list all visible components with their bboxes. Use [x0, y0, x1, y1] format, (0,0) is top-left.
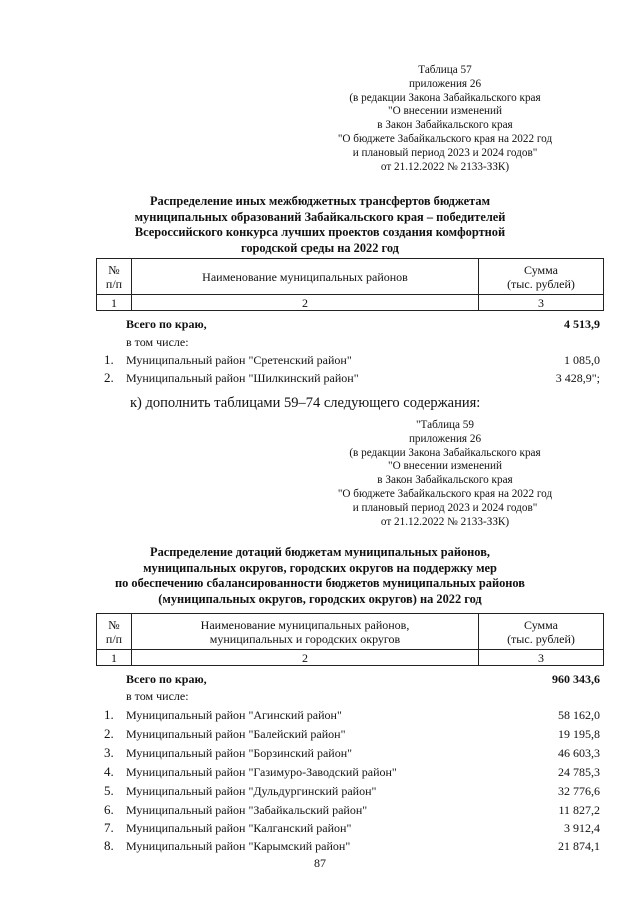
caption-line: "О бюджете Забайкальского края на 2022 год	[337, 132, 553, 145]
header-num-line: п/п	[105, 276, 123, 291]
header-name-cell	[132, 614, 479, 650]
table-row	[104, 370, 600, 386]
row-number: 6.	[104, 802, 114, 817]
row-value: 19 195,8	[558, 727, 600, 741]
including-row	[104, 334, 600, 350]
row-name: Муниципальный район "Дульдургинский район"	[126, 784, 377, 798]
total-value: 960 343,6	[552, 672, 600, 686]
caption-line: "О бюджете Забайкальского края на 2022 год	[337, 487, 553, 500]
header-name-line: Наименование муниципальных районов,	[200, 617, 410, 632]
row-name: Муниципальный район "Балейский район"	[126, 727, 346, 741]
title-line: Всероссийского конкурса лучших проектов создания комфортной	[134, 225, 506, 240]
header-num-line: п/п	[105, 631, 123, 646]
total-value: 4 513,9	[564, 317, 600, 331]
row-name: Муниципальный район "Борзинский район"	[126, 746, 353, 760]
total-label: Всего по краю,	[126, 672, 207, 686]
including-label: в том числе:	[126, 689, 189, 703]
table59-header	[96, 613, 604, 666]
header-num-cell	[97, 259, 132, 295]
total-row	[104, 316, 600, 332]
caption-line: (в редакции Закона Забайкальского края	[349, 446, 541, 459]
caption-line: "Таблица 59	[415, 419, 474, 431]
row-number: 3.	[104, 745, 114, 760]
header-index-cell: 3	[479, 650, 604, 666]
table59-caption	[300, 419, 590, 529]
header-sum-line: (тыс. рублей)	[507, 631, 575, 646]
caption-line: от 21.12.2022 № 2133-ЗЗК)	[380, 515, 510, 528]
row-name: Муниципальный район "Калганский район"	[126, 821, 352, 835]
header-sum-cell	[479, 614, 604, 650]
caption-line: в Закон Забайкальского края	[377, 474, 513, 487]
title-line: городской среды на 2022 год	[241, 240, 399, 255]
table-row	[104, 352, 600, 368]
table57-caption	[300, 64, 590, 174]
row-number: 2.	[104, 370, 114, 385]
header-sum-line: (тыс. рублей)	[507, 276, 575, 291]
total-label: Всего по краю,	[126, 317, 207, 331]
caption-line: и плановый период 2023 и 2024 годов"	[352, 146, 538, 159]
caption-line: приложения 26	[408, 77, 482, 90]
header-index-cell: 1	[97, 295, 132, 311]
caption-line: и плановый период 2023 и 2024 годов"	[352, 501, 538, 514]
title-line: муниципальных округов, городских округов на поддержку мер	[143, 560, 497, 575]
table-row	[104, 838, 600, 854]
row-name: Муниципальный район "Шилкинский район"	[126, 371, 359, 385]
header-index-cell: 3	[479, 295, 604, 311]
caption-line: "О внесении изменений	[388, 105, 502, 118]
title-line: Распределение дотаций бюджетам муниципальных районов,	[150, 545, 490, 559]
row-name: Муниципальный район "Забайкальский район"	[126, 803, 368, 817]
table57-title	[60, 194, 580, 256]
table-row	[104, 707, 600, 723]
caption-line: "О внесении изменений	[388, 460, 502, 473]
row-value: 21 874,1	[558, 839, 600, 853]
header-name-cell	[132, 259, 479, 295]
caption-line: Таблица 57	[418, 64, 472, 76]
row-number: 1.	[104, 707, 114, 722]
addition-text: к) дополнить таблицами 59–74 следующего содержания:	[130, 395, 481, 411]
table59-title	[60, 545, 580, 607]
table-row	[104, 745, 600, 761]
caption-line: (в редакции Закона Забайкальского края	[349, 91, 541, 104]
header-num-line: №	[108, 262, 120, 277]
row-value: 46 603,3	[558, 746, 600, 760]
row-name: Муниципальный район "Карымский район"	[126, 839, 351, 853]
row-number: 4.	[104, 764, 114, 779]
table-row	[104, 764, 600, 780]
row-value: 3 428,9";	[555, 371, 600, 385]
header-num-line: №	[108, 617, 120, 632]
header-sum-line: Сумма	[524, 617, 558, 632]
row-name: Муниципальный район "Сретенский район"	[126, 353, 352, 367]
caption-line: приложения 26	[408, 432, 482, 445]
page-number: 87	[314, 856, 326, 870]
title-line: (муниципальных округов, городских округов) на 2022 год	[158, 591, 482, 606]
header-index-cell: 2	[132, 650, 479, 666]
header-name-line: муниципальных и городских округов	[209, 631, 401, 646]
row-number: 5.	[104, 783, 114, 798]
including-row	[104, 688, 600, 704]
including-label: в том числе:	[126, 335, 189, 349]
row-value: 58 162,0	[558, 708, 600, 722]
row-value: 3 912,4	[564, 821, 600, 835]
title-line: муниципальных образований Забайкальского края – победителей	[134, 209, 506, 224]
row-value: 24 785,3	[558, 765, 600, 779]
total-row	[104, 671, 600, 687]
header-num-cell	[97, 614, 132, 650]
row-number: 7.	[104, 820, 114, 835]
header-sum-cell	[479, 259, 604, 295]
caption-line: в Закон Забайкальского края	[377, 119, 513, 132]
title-line: Распределение иных межбюджетных трансфертов бюджетам	[149, 194, 491, 208]
row-number: 2.	[104, 726, 114, 741]
table-row	[104, 783, 600, 799]
row-value: 1 085,0	[564, 353, 600, 367]
caption-line: от 21.12.2022 № 2133-ЗЗК)	[380, 160, 510, 173]
row-name: Муниципальный район "Агинский район"	[126, 708, 342, 722]
header-index-cell: 1	[97, 650, 132, 666]
row-value: 32 776,6	[558, 784, 600, 798]
table-row	[104, 802, 600, 818]
header-sum-line: Сумма	[524, 262, 558, 277]
table57-header	[96, 258, 604, 311]
table-row	[104, 820, 600, 836]
row-value: 11 827,2	[558, 803, 600, 817]
header-name-line: Наименование муниципальных районов	[202, 269, 408, 284]
title-line: по обеспечению сбалансированности бюджетов муниципальных районов	[114, 576, 526, 591]
row-number: 1.	[104, 352, 114, 367]
header-index-cell: 2	[132, 295, 479, 311]
table-row	[104, 726, 600, 742]
row-name: Муниципальный район "Газимуро-Заводский район"	[126, 765, 397, 779]
row-number: 8.	[104, 838, 114, 853]
